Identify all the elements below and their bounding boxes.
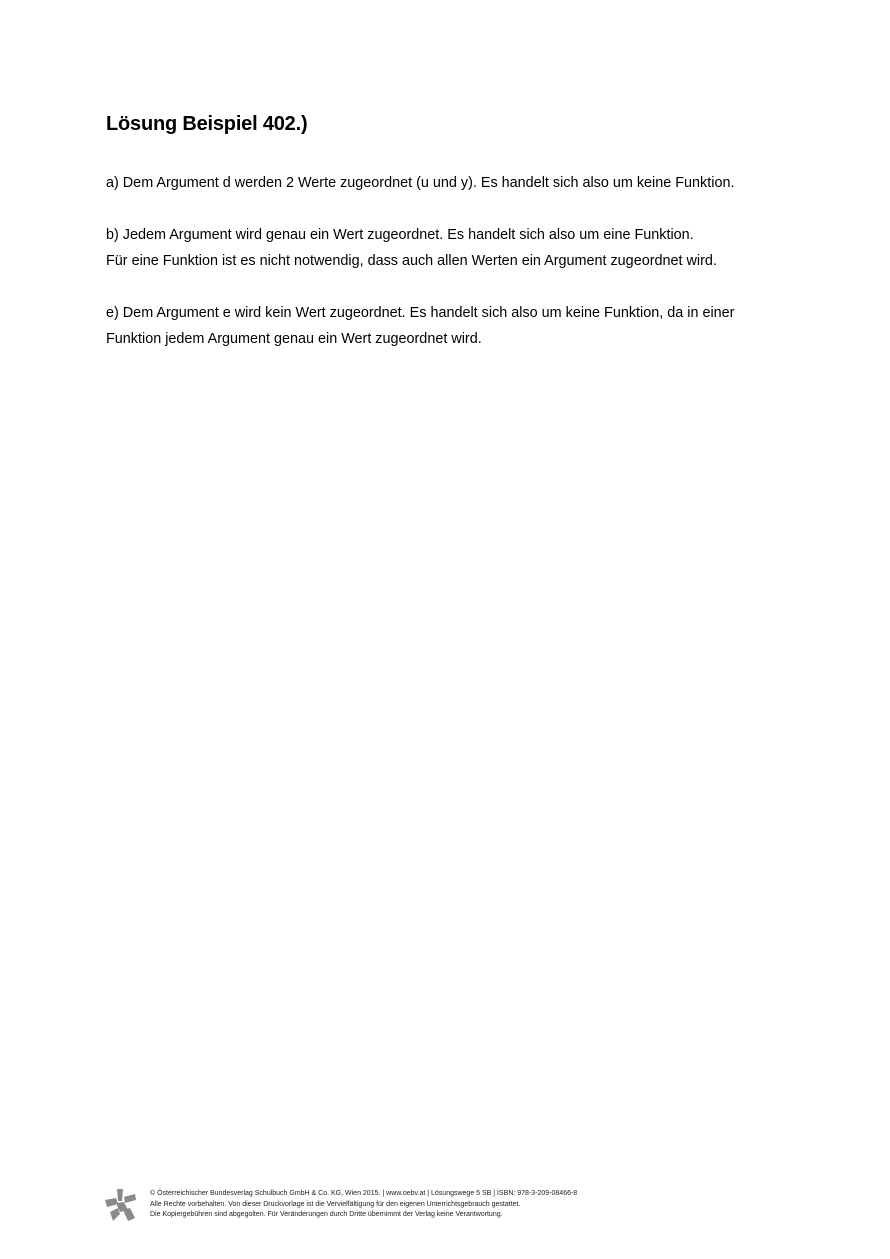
solution-paragraph-a xyxy=(106,170,734,196)
footer-line: Die Kopiergebühren sind abgegolten. Für Veränderungen durch Dritte übernimmt der Verlag keine Verantwortung. xyxy=(150,1211,503,1218)
page-title: Lösung Beispiel 402.) xyxy=(106,113,308,135)
footer-line: Alle Rechte vorbehalten. Von dieser Druckvorlage ist die Vervielfältigung für den eigenen Unterrichtsgebrauch gestattet. xyxy=(150,1200,521,1208)
paragraph-line: Für eine Funktion ist es nicht notwendig, dass auch allen Werten ein Argument zugeordnet wird. xyxy=(106,253,717,269)
solution-paragraph-e xyxy=(106,300,734,352)
copyright-notice xyxy=(150,1189,577,1221)
solution-paragraph-b xyxy=(106,222,717,274)
paragraph-line: e) Dem Argument e wird kein Wert zugeordnet. Es handelt sich also um keine Funktion, da in einer xyxy=(106,305,735,321)
paragraph-line: a) Dem Argument d werden 2 Werte zugeordnet (u und y). Es handelt sich also um keine Funktion. xyxy=(106,175,735,191)
page-footer xyxy=(104,1186,664,1226)
publisher-logo-icon xyxy=(104,1188,136,1222)
paragraph-line: Funktion jedem Argument genau ein Wert zugeordnet wird. xyxy=(106,331,482,347)
paragraph-line: b) Jedem Argument wird genau ein Wert zugeordnet. Es handelt sich also um eine Funktion. xyxy=(106,227,694,243)
footer-line: © Österreichischer Bundesverlag Schulbuch GmbH & Co. KG, Wien 2015. | www.oebv.at | Lösungswege 5 SB | ISBN: 978-3-209-08466-8 xyxy=(150,1190,578,1197)
